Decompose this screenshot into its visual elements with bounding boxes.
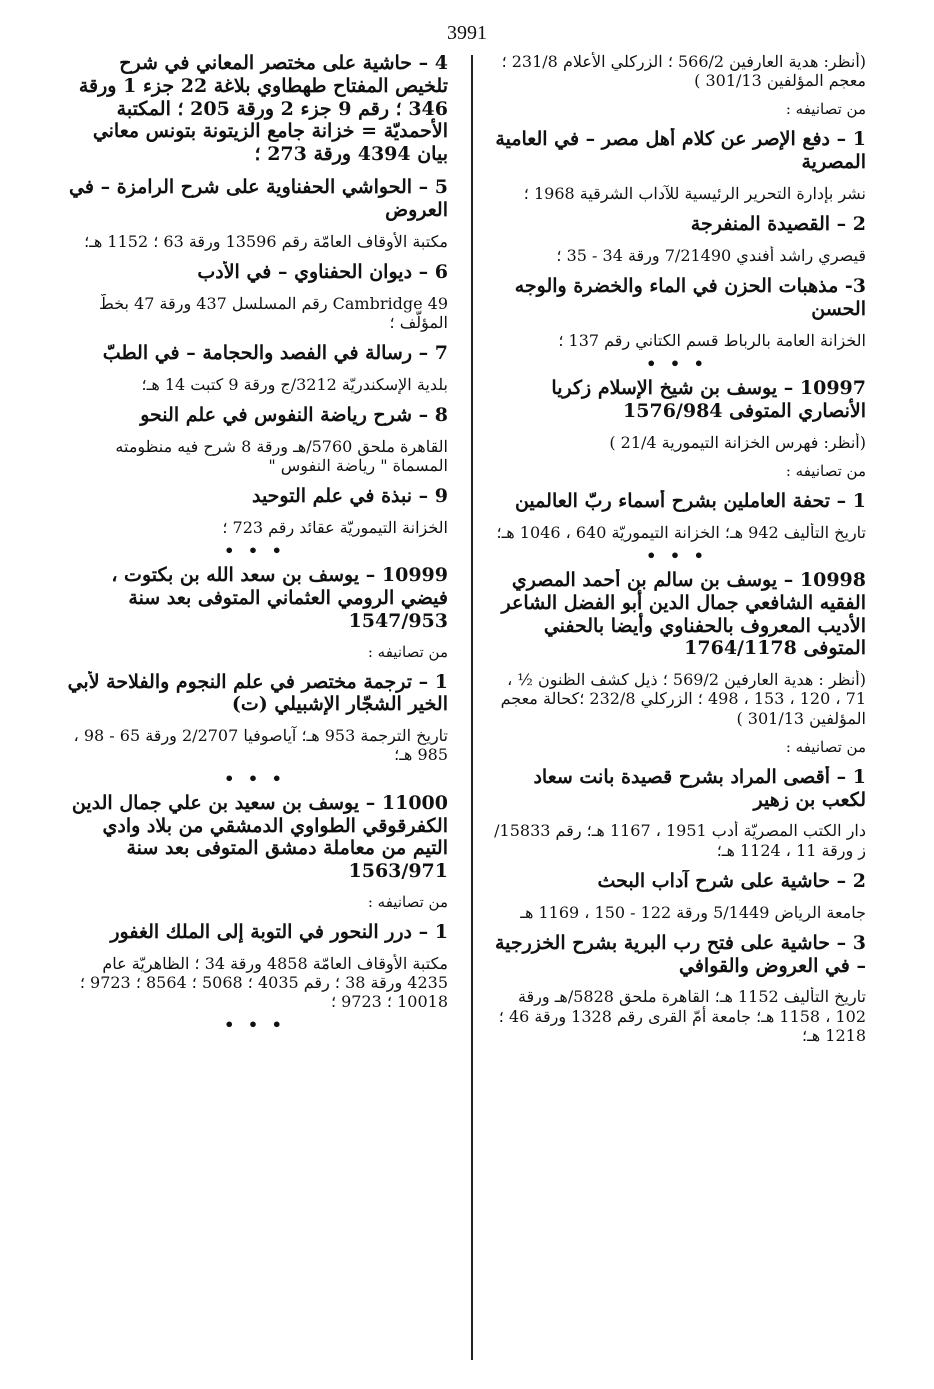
works-label: من تصانيفه : [785, 461, 866, 480]
entry-heading: 10999 – يوسف بن سعد الله بن بكتوت ، فيضي الرومي العثماني المتوفى بعد سنة 1547/953 [111, 564, 448, 632]
reference-note: (أنظر : هدية العارفين 569/2 ؛ ذيل كشف الظنون ½ ، 71 ، 120 ، 153 ، 498 ؛ الزركلي 232/8 ؛كحالة معجم المؤلفين 301/13 ) [500, 670, 866, 728]
entry-heading: 2 – القصيدة المنفرجة [690, 213, 866, 236]
section-separator: • • • [646, 353, 708, 373]
works-label: من تصانيفه : [785, 100, 866, 119]
entry-heading: 1 – ترجمة مختصر في علم النجوم والفلاحة لأبي الخير الشجّار الإشبيلي (ت) [67, 670, 448, 716]
manuscript-source: القاهرة ملحق 5760/هـ ورقة 8 شرح فيه منظومته المسماة " رياضة النفوس " [115, 436, 448, 475]
manuscript-source: تاريخ التأليف 942 هـ؛ الخزانة التيموريّة 640 ، 1046 هـ؛ [496, 522, 866, 542]
manuscript-source: الخزانة التيموريّة عقائد رقم 723 ؛ [222, 517, 448, 537]
manuscript-source: نشر بإدارة التحرير الرئيسية للآداب الشرقية 1968 ؛ [523, 183, 866, 203]
manuscript-source: تاريخ التأليف 1152 هـ؛ القاهرة ملحق 5828/هـ ورقة 102 ، 1158 هـ؛ جامعة أمّ القرى رقم 1328 ورقة 46 ؛ 1218 هـ؛ [498, 987, 866, 1045]
works-label: من تصانيفه : [785, 737, 866, 756]
manuscript-source: دار الكتب المصريّة أدب 1951 ، 1167 هـ؛ رقم 15833/ز ورقة 11 ، 1124 هـ؛ [494, 821, 866, 860]
entry-heading: 6 – ديوان الحفناوي – في الأدب [197, 260, 448, 283]
manuscript-source: بلدية الإسكندريّة 3212/ج ورقة 9 كتبت 14 هـ؛ [141, 374, 448, 394]
manuscript-source: Cambridge 49 رقم المسلسل 437 ورقة 47 بخطّ المؤلّف ؛ [99, 293, 448, 332]
entry-heading: 3- مذهبات الحزن في الماء والخضرة والوجه الحسن [514, 275, 866, 320]
entry-heading: 10997 – يوسف بن شيخ الإسلام زكريا الأنصاري المتوفى 1576/984 [551, 377, 866, 422]
reference-note: (أنظر: هدية العارفين 566/2 ؛ الزركلي الأعلام 231/8 ؛ معجم المؤلفين 301/13 ) [501, 52, 866, 91]
entry-heading: 5 – الحواشي الحفناوية على شرح الرامزة – في العروض [69, 175, 448, 221]
right-column [488, 52, 866, 1055]
entry-heading: 1 – أقصى المراد بشرح قصيدة بانت سعاد لكعب بن زهير [533, 765, 866, 811]
entry-heading: 3 – حاشية على فتح رب البرية بشرح الخزرجية – في العروض والقوافي [494, 931, 866, 977]
manuscript-source: قيصري راشد أفندي 7/21490 ورقة 34 - 35 ؛ [556, 245, 866, 265]
entry-heading: 9 – نبذة في علم التوحيد [251, 485, 448, 508]
column-divider [471, 55, 473, 1360]
page-number: 3991 [447, 22, 487, 44]
manuscript-source: مكتبة الأوقاف العامّة رقم 13596 ورقة 63 ؛ 1152 هـ؛ [84, 231, 448, 251]
section-separator: • • • [224, 541, 286, 561]
works-label: من تصانيفه : [367, 642, 448, 661]
entry-heading: 1 – درر النحور في التوبة إلى الملك الغفور [110, 921, 448, 943]
entry-heading: 11000 – يوسف بن سعيد بن علي جمال الدين الكفرقوقي الطواوي الدمشقي من بلاد وادي التيم من معاملة دمشق المتوفى بعد سنة 1563/971 [71, 791, 448, 883]
section-separator: • • • [646, 545, 708, 565]
entry-heading: 2 – حاشية على شرح آداب البحث [597, 869, 866, 892]
entry-heading: 1 – دفع الإصر عن كلام أهل مصر – في العامية المصرية [495, 128, 866, 174]
works-label: من تصانيفه : [367, 893, 448, 911]
reference-note: (أنظر: فهرس الخزانة التيمورية 21/4 ) [609, 432, 866, 452]
manuscript-source: الخزانة العامة بالرباط قسم الكتاني رقم 137 ؛ [558, 330, 866, 350]
left-column [62, 52, 448, 1039]
manuscript-source: مكتبة الأوقاف العامّة 4858 ورقة 34 ؛ الظاهريّة عام 4235 ورقة 38 ؛ رقم 4035 ؛ 5068 ؛ 8564 ؛ 9723 ؛ 10018 ؛ 9723 ؛ [79, 953, 448, 1012]
section-separator: • • • [224, 1015, 286, 1035]
entry-heading: 10998 – يوسف بن سالم بن أحمد المصري الفقيه الشافعي جمال الدين أبو الفضل الشاعر الأديب المعروف بالحفناوي وأيضا بالحفني المتوفى 1764/1178 [501, 569, 866, 660]
entry-heading: 7 – رسالة في الفصد والحجامة – في الطبّ [102, 341, 448, 364]
entry-heading: 8 – شرح رياضة النفوس في علم النحو [140, 403, 448, 426]
manuscript-source: جامعة الرياض 5/1449 ورقة 122 - 150 ، 1169 هـ [520, 902, 866, 922]
section-separator: • • • [224, 768, 286, 788]
manuscript-source: تاريخ الترجمة 953 هـ؛ آياصوفيا 2/2707 ورقة 65 - 98 ، 985 هـ؛ [73, 726, 448, 765]
entry-heading: 1 – تحفة العاملين بشرح أسماء ربّ العالمين [514, 489, 866, 512]
entry-heading: 4 – حاشية على مختصر المعاني في شرح تلخيص المفتاح طهطاوي بلاغة 22 جزء 1 ورقة 346 ؛ رقم 9 جزء 2 ورقة 205 ؛ المكتبة الأحمديّة = خزانة جامع الزيتونة بتونس معاني بيان 4394 ورقة 273 ؛ [78, 52, 448, 166]
